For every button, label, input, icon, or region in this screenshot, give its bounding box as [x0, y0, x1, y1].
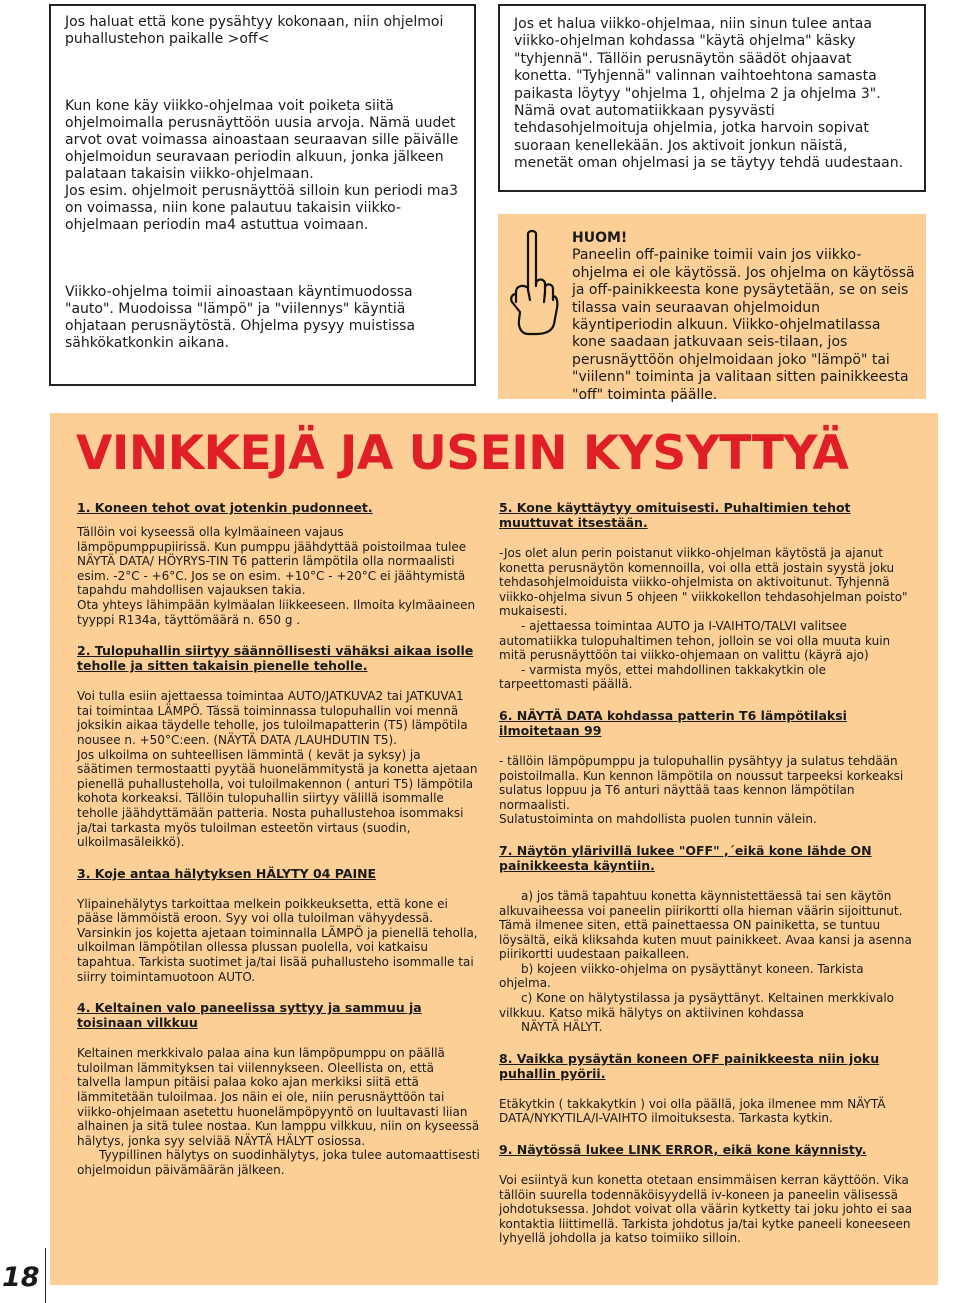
tip-7-text-b: b) kojeen viikko-ohjelma on pysäyttänyt koneen. Tarkista ohjelma.: [499, 961, 864, 991]
clear-program-paragraph: Jos et halua viikko-ohjelmaa, niin sinun tulee antaa viikko-ohjelman kohdassa "käytä ohjelma" käsky "tyhjennä". Tällöin perusnäytön säädöt ohjaavat konetta. "Tyhjennä" valinnan vaihtoehtona samasta paikasta löytyy "ohjelma 1, ohjelma 2 ja ohjelma 3". Nämä ovat automatiikkaan pysyvästi tehdasohjelmoituja ohjelmia, jotka harvoin sopivat suoraan kenellekään. Jos aktivoit jonkun näistä, menetät oman ohjelmasi ja se täytyy tehdä uudestaan.: [514, 16, 904, 172]
tip-5-text-auto: - ajettaessa toimintaa AUTO ja I-VAIHTO/TALVI valitsee automatiikka tulopuhaltimen tehon, jolloin se voi olla muuta kuin mitä perusnäyttöön tai viikko-ohjemaan on valittu (käyrä ajo): [499, 618, 891, 663]
auto-mode-paragraph: Viikko-ohjelma toimii ainoastaan käyntimuodossa "auto". Muodoissa "lämpö" ja "viilennys" käyntiä ohjataan perusnäytöstä. Ohjelma pysyy muistissa sähkökatkonkin aikana.: [65, 284, 416, 351]
off-instruction: Jos haluat että kone pysähtyy kokonaan, niin ohjelmoi puhallustehon paikalle >off<: [65, 14, 444, 47]
page-number-divider: [45, 1248, 46, 1303]
tip-6-heading: 6. NÄYTÄ DATA kohdassa patterin T6 lämpötilaksi ilmoitetaan 99: [499, 707, 847, 738]
page-number: 18: [2, 1262, 40, 1293]
pointing-hand-icon: [506, 228, 562, 338]
tip-4-text: Keltainen merkkivalo palaa aina kun lämpöpumppu on päällä tuloilman lämmityksen tai viilennykseen. Oleellista on, että talvella lampun pitäisi palaa koko ajan merkiksi siitä että lämmitetään tuloilmaa. Jos näin ei ole, niin perusnäyttöön tai viikko-ohjelmaan asetettu huonelämpöpyyntö on luultavasti liian alhainen ja sitä tulee nostaa. Kun lamppu vilkkuu, niin on kyseessä hälytys, jonka syy selviää NÄYTÄ HÄLYT osiossa.: [77, 1046, 480, 1148]
info-box-clear-program: [498, 4, 926, 192]
tip-5-text: -Jos olet alun perin poistanut viikko-ohjelman käytöstä ja ajanut konetta perusnäytön komennoilla, voi olla että jostain syystä joku tehdasohjelmoiduista viikko-ohjelmista on aktivoitunut. Tyhjennä viikko-ohjelma sivun 5 ohjeen " viikkokellon tehdasohjelman poisto" mukaisesti.: [499, 546, 908, 619]
tip-5-heading: 5. Kone käyttäytyy omituisesti. Puhaltimien tehot muuttuvat itsestään.: [499, 500, 851, 530]
example-paragraph: Jos esim. ohjelmoit perusnäyttöä silloin kun periodi ma3 on voimassa, niin kone palautuu takaisin viikko-ohjelmaan periodin ma4 astuttua voimaan.: [65, 183, 459, 233]
tip-7-text-a: a) jos tämä tapahtuu konetta käynnistettäessä tai sen käytön alkuvaiheessa voi paneelin piirikortti olla hieman väärin sijoittunut. Tämä ilmenee siten, että painettaessa ON painiketta, se tuntuu löysältä, eikä kliksahda kuten muut painikkeet. Avaa kansi ja asenna piirikortti uudestaan paikalleen.: [499, 888, 912, 962]
tip-4-text-alarm: Tyypillinen hälytys on suodinhälytys, joka tulee automaattisesti ohjelmoidun päivämäärän jälkeen.: [77, 1148, 480, 1177]
info-box-weekly-override: [49, 4, 476, 386]
tip-8-heading: 8. Vaikka pysäytän koneen OFF painikkeesta niin joku puhallin pyörii.: [499, 1050, 880, 1081]
warning-body: Paneelin off-painike toimii vain jos viikko-ohjelma ei ole käytössä. Jos ohjelma on käytössä ja off-painikkeesta kone pysäytetään, se on seis tilassa vain seuraavan ohjelmoidun käyntiperiodin alkuun. Viikko-ohjelmatilassa kone saadaan jatkuvaan seis-tilaan, jos perusnäyttöön ohjelmoidaan joko "lämpö" tai "viilenn" toiminta ja valitaan sitten painikkeesta "off" toiminta päälle.: [572, 247, 915, 403]
section-title: VINKKEJÄ JA USEIN KYSYTTYÄ: [76, 426, 849, 481]
tip-6-text-defrost: Sulatustoiminta on mahdollista puolen tunnin välein.: [499, 812, 817, 827]
tip-2-heading: 2. Tulopuhallin siirtyy säännöllisesti vähäksi aikaa isolle teholle ja sitten takaisin pienelle teholle.: [77, 643, 474, 674]
tip-9-text: Voi esiintyä kun konetta otetaan ensimmäisen kerran käyttöön. Vika tällöin suurella todennäköisyydellä iv-koneen ja paneelin välisessä johdotuksessa. Johdot voivat olla väärin kytketty tai joku johto ei saa kontaktia liittimellä. Tarkista johdotus ja/tai kytke paneeli koneeseen lyhyellä johdolla ja katso toimiiko silloin.: [499, 1173, 913, 1246]
tip-6-text: - tällöin lämpöpumppu ja tulopuhallin pysähtyy ja sulatus tehdään poistoilmalla. Kun kennon lämpötila on noussut tarpeeksi korkeaksi sulatus loppuu ja T6 anturi näyttää taas kennon lämpötilan normaalisti.: [499, 753, 904, 812]
tips-right-column: [499, 500, 913, 1246]
tip-7-text-c: c) Kone on hälytystilassa ja pysäyttänyt. Keltainen merkkivalo vilkkuu. Katso mikä hälytys on aktiivinen kohdassa: [499, 991, 895, 1020]
tip-1-text: Tällöin voi kyseessä olla kylmäaineen vajaus lämpöpumppupiirissä. Kun pumppu jäähdyttää poistoilmaa tulee NÄYTÄ DATA/ HÖYRYS-TIN T6 patterin lämpötila olla normaalisti esim. -2°C - +6°C. Jos se on esim. +10°C - +20°C ei jäähtymistä tapahdu mahdollisen vajauksen takia.: [77, 525, 467, 598]
tips-left-column: [77, 500, 480, 1178]
tip-5-text-fireplace: - varmista myös, ettei mahdollinen takkakytkin ole tarpeettomasti päällä.: [499, 662, 827, 692]
tip-2-text: Voi tulla esiin ajettaessa toimintaa AUTO/JATKUVA2 tai JATKUVA1 tai toimintaa LÄMPÖ. Tässä toiminnassa tulopuhallin voi mennä joksikin aikaa täydelle teholle, jos tuloilmapatterin (T5) lämpötila nousee n. +50°C:een. (NÄYTÄ DATA /LAUHDUTIN T5).: [77, 689, 468, 747]
tip-3-heading: 3. Koje antaa hälytyksen HÄLYTY 04 PAINE: [77, 865, 377, 881]
tip-2-text-detail: Jos ulkoilma on suhteellisen lämmintä ( kevät ja syksy) ja säätimen termostaatti pyytää huonelämmitystä ja konetta ajetaan pienellä puhallusteholla, voi tuloilmakennon ( anturi T5) lämpötila kohota korkeaksi. Tällöin tulopuhallin siirtyy välillä isommalle teholle jäähdyttämään patteria. Nosta puhallustehoa isommaksi ja/tai tarkasta myös tuloilman esteetön virtaus (suodin, ulkoilmasäleikkö).: [77, 747, 478, 850]
tip-1-heading: 1. Koneen tehot ovat jotenkin pudonneet.: [77, 500, 373, 515]
override-paragraph: Kun kone käy viikko-ohjelmaa voit poiketa siitä ohjelmoimalla perusnäyttöön uusia arvoja. Nämä uudet arvot ovat voimassa ainoastaan seuraavan sille päivälle ohjelmoidun seuravaan periodin alkuun, jonka jälkeen palataan takaisin viikko-ohjelmaan.: [65, 98, 459, 182]
tip-8-text: Etäkytkin ( takkakytkin ) voi olla päällä, joka ilmenee mm NÄYTÄ DATA/NYKYTILA/I-VAIHTO ilmoituksesta. Tarkasta kytkin.: [499, 1096, 886, 1126]
tip-7-text-d: NÄYTÄ HÄLYT.: [521, 1020, 603, 1035]
tip-4-heading: 4. Keltainen valo paneelissa syttyy ja sammuu ja toisinaan vilkkuu: [77, 1000, 422, 1031]
warning-text: [572, 230, 917, 404]
tip-9-heading: 9. Näytössä lukee LINK ERROR, eikä kone käynnisty.: [499, 1142, 867, 1158]
tip-1-text-contact: Ota yhteys lähimpään kylmäalan liikkeeseen. Ilmoita kylmäaineen tyyppi R134a, täyttömäärä n. 650 g .: [77, 597, 476, 627]
tip-7-heading: 7. Näytön ylärivillä lukee "OFF" ,´eikä kone lähde ON painikkeesta käyntiin.: [499, 842, 872, 873]
warning-title: HUOM!: [572, 230, 628, 246]
tip-3-text: Ylipainehälytys tarkoittaa melkein poikkeuksetta, että kone ei pääse lämmöistä eroon. Syy voi olla tuloilman vähyydessä. Varsinkin jos kojetta ajetaan toiminnalla LÄMPÖ ja pienellä teholla, ulkoilman lämpötilan ollessa plussan puolella, voi katkaisu tapahtua. Tarkista suotimet ja/tai lisää puhallusteho isommalle tai siirry toimintamuotoon AUTO.: [77, 896, 478, 984]
